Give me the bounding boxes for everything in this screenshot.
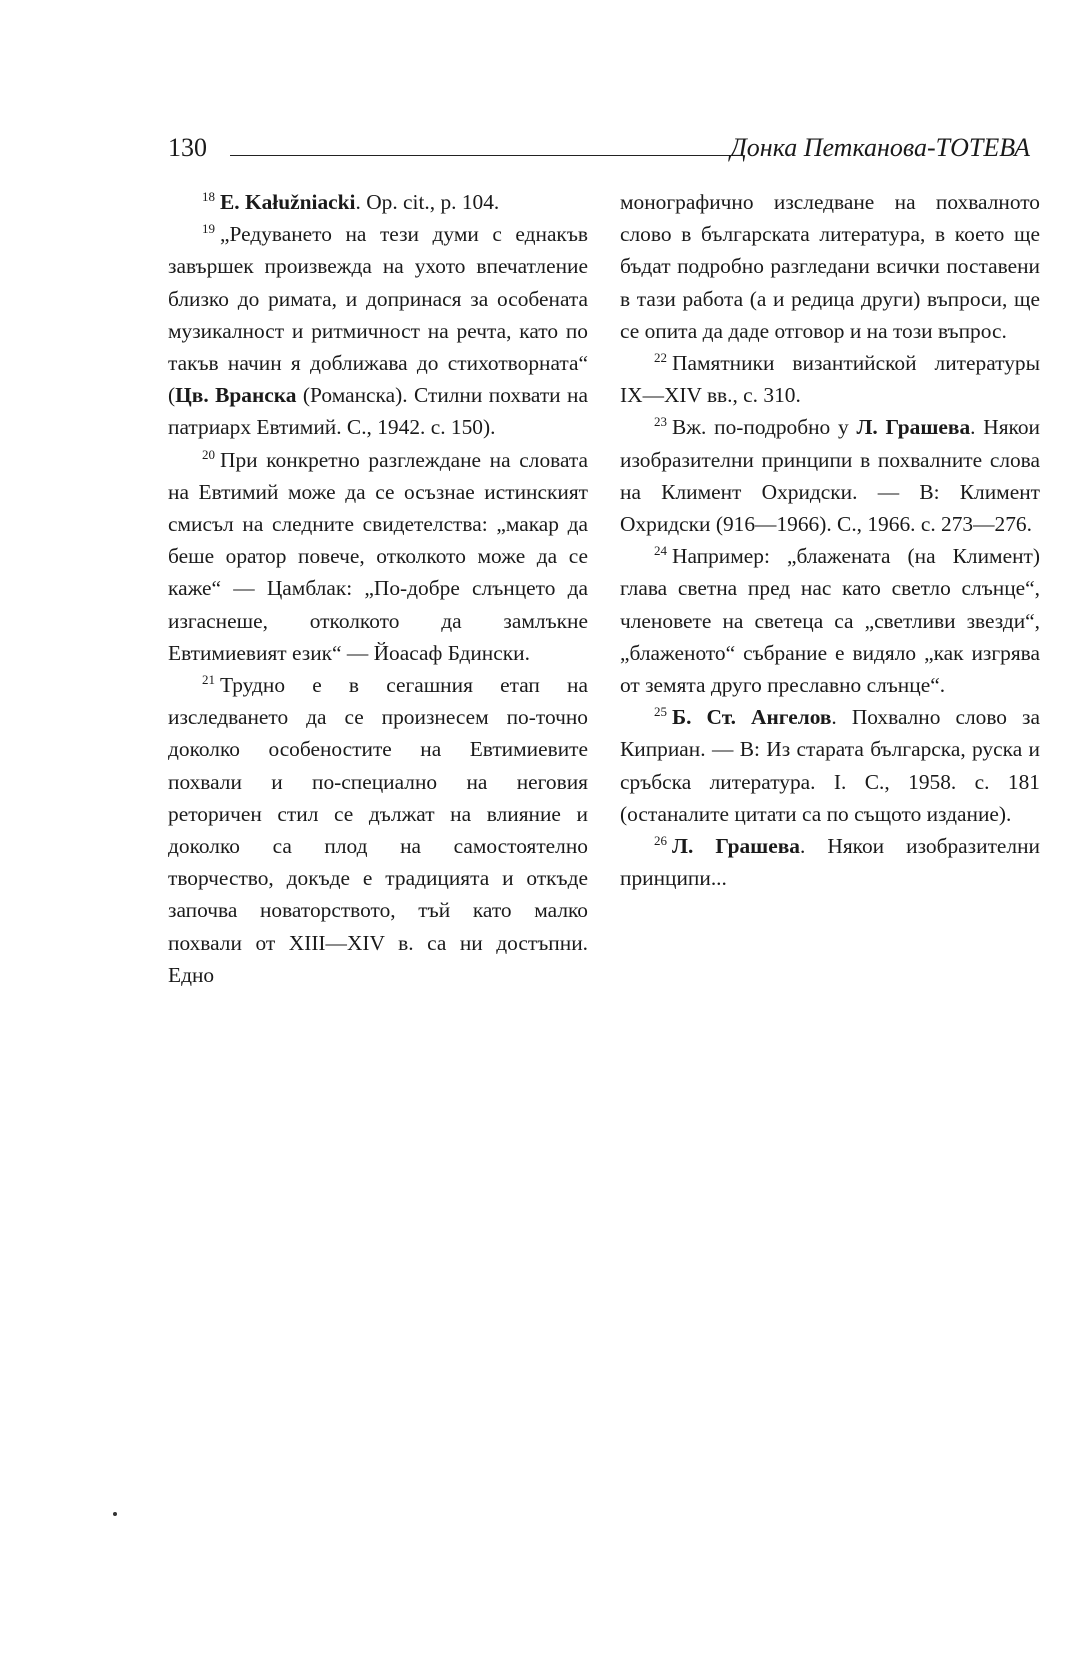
footnote-number: 22 <box>654 350 667 366</box>
footnote-number: 26 <box>654 833 667 849</box>
footnote-text: . Някои изобразителни принципи в похвалните слова на Климент Охридски. — В: Климент Охридски (916—1966). С., 1966. с. 273—276. <box>620 415 1040 537</box>
footnote-text: монографично изследване на похвалното слово в българската литература, в което ще бъдат подробно разгледани всички поставени в тази работа (а и редица други) въпроси, ще се опита да даде отговор и на този въпрос. <box>620 190 1040 343</box>
footnote-text: Например: „блажената (на Климент) глава светна пред нас като светло слънце“, членовете на светеца са „светливи звезди“, „блаженото“ събрание е видяло „как изгрява от земята друго преславно слънце“. <box>620 544 1040 698</box>
footnote-author: Л. Грашева <box>856 415 971 440</box>
footnote-26 <box>620 830 1040 894</box>
footnote-text: . Op. cit., p. 104. <box>355 190 500 214</box>
footnote-21 <box>168 669 588 991</box>
footnote-text: При конкретно разглеждане на словата на Евтимий може да се осъзнае истинският смисъл на следните свидетелства: „макар да беше оратор повече, отколкото може да се каже“ — Цамблак: „По-добре слънцето да изгаснеше, отколкото да замлъкне Евтимиевият език“ — Йоасаф Бдински. <box>168 447 588 665</box>
footnote-number: 24 <box>654 543 667 559</box>
footnote-number: 23 <box>654 414 667 430</box>
footnote-number: 19 <box>202 221 215 237</box>
footnote-text: . Похвално слово за Киприан. — В: Из старата българска, руска и сръбска литература. I. С., 1958. с. 181 (останалите цитати са по същото издание). <box>620 705 1040 826</box>
footnote-author: Л. Грашева <box>672 834 800 859</box>
page-number: 130 <box>168 133 207 162</box>
footnote-19 <box>168 218 588 443</box>
footnote-text: „Редуването на тези думи с еднакъв завършек произвежда на ухото впечатление близко до римата, и допринася за особената музикалност и ритмичност на речта, като по такъв начин я доближава до стихотворната“ ( <box>168 222 588 408</box>
footnote-text: Памятники византийской литературы IX—XIV вв., с. 310. <box>620 351 1040 408</box>
footnote-text: (Романска). Стилни похвати на патриарх Евтимий. С., 1942. с. 150). <box>168 383 588 440</box>
footnote-text: Трудно е в сегашния етап на изследването да се произнесем по-точно доколко особеностите на Евтимиевите похвали и по-специално на неговия реторичен стил се дължат на влияние и доколко са плод на самостоятелно творчество, докъде е традицията и откъде започва новаторството, тъй като малко похвали от XIII—XIV в. са ни достъпни. Едно <box>168 673 588 987</box>
footnote-18 <box>168 186 588 218</box>
footnote-24 <box>620 540 1040 701</box>
footnote-number: 18 <box>202 189 215 204</box>
left-column <box>168 186 588 991</box>
footnote-21-continued <box>620 186 1040 347</box>
scan-speck <box>113 1512 117 1516</box>
footnote-25 <box>620 701 1040 830</box>
footnote-number: 25 <box>654 704 667 720</box>
footnote-author: Б. Ст. Ангелов <box>672 705 832 730</box>
header-rule <box>230 155 740 156</box>
footnote-author: Цв. Вранска <box>175 383 297 408</box>
right-column <box>620 186 1040 894</box>
footnote-author: E. Kałužniacki <box>220 190 356 214</box>
footnote-text: Вж. по-подробно у <box>672 415 857 440</box>
footnote-23 <box>620 411 1040 540</box>
footnote-text: . Някои изобразителни принципи... <box>620 834 1040 891</box>
footnote-20 <box>168 444 588 669</box>
page-header <box>168 128 1030 168</box>
footnote-number: 20 <box>202 446 215 462</box>
footnote-22 <box>620 347 1040 411</box>
footnote-number: 21 <box>202 672 215 688</box>
running-title: Донка Петканова-ТОТЕВА <box>730 133 1030 162</box>
